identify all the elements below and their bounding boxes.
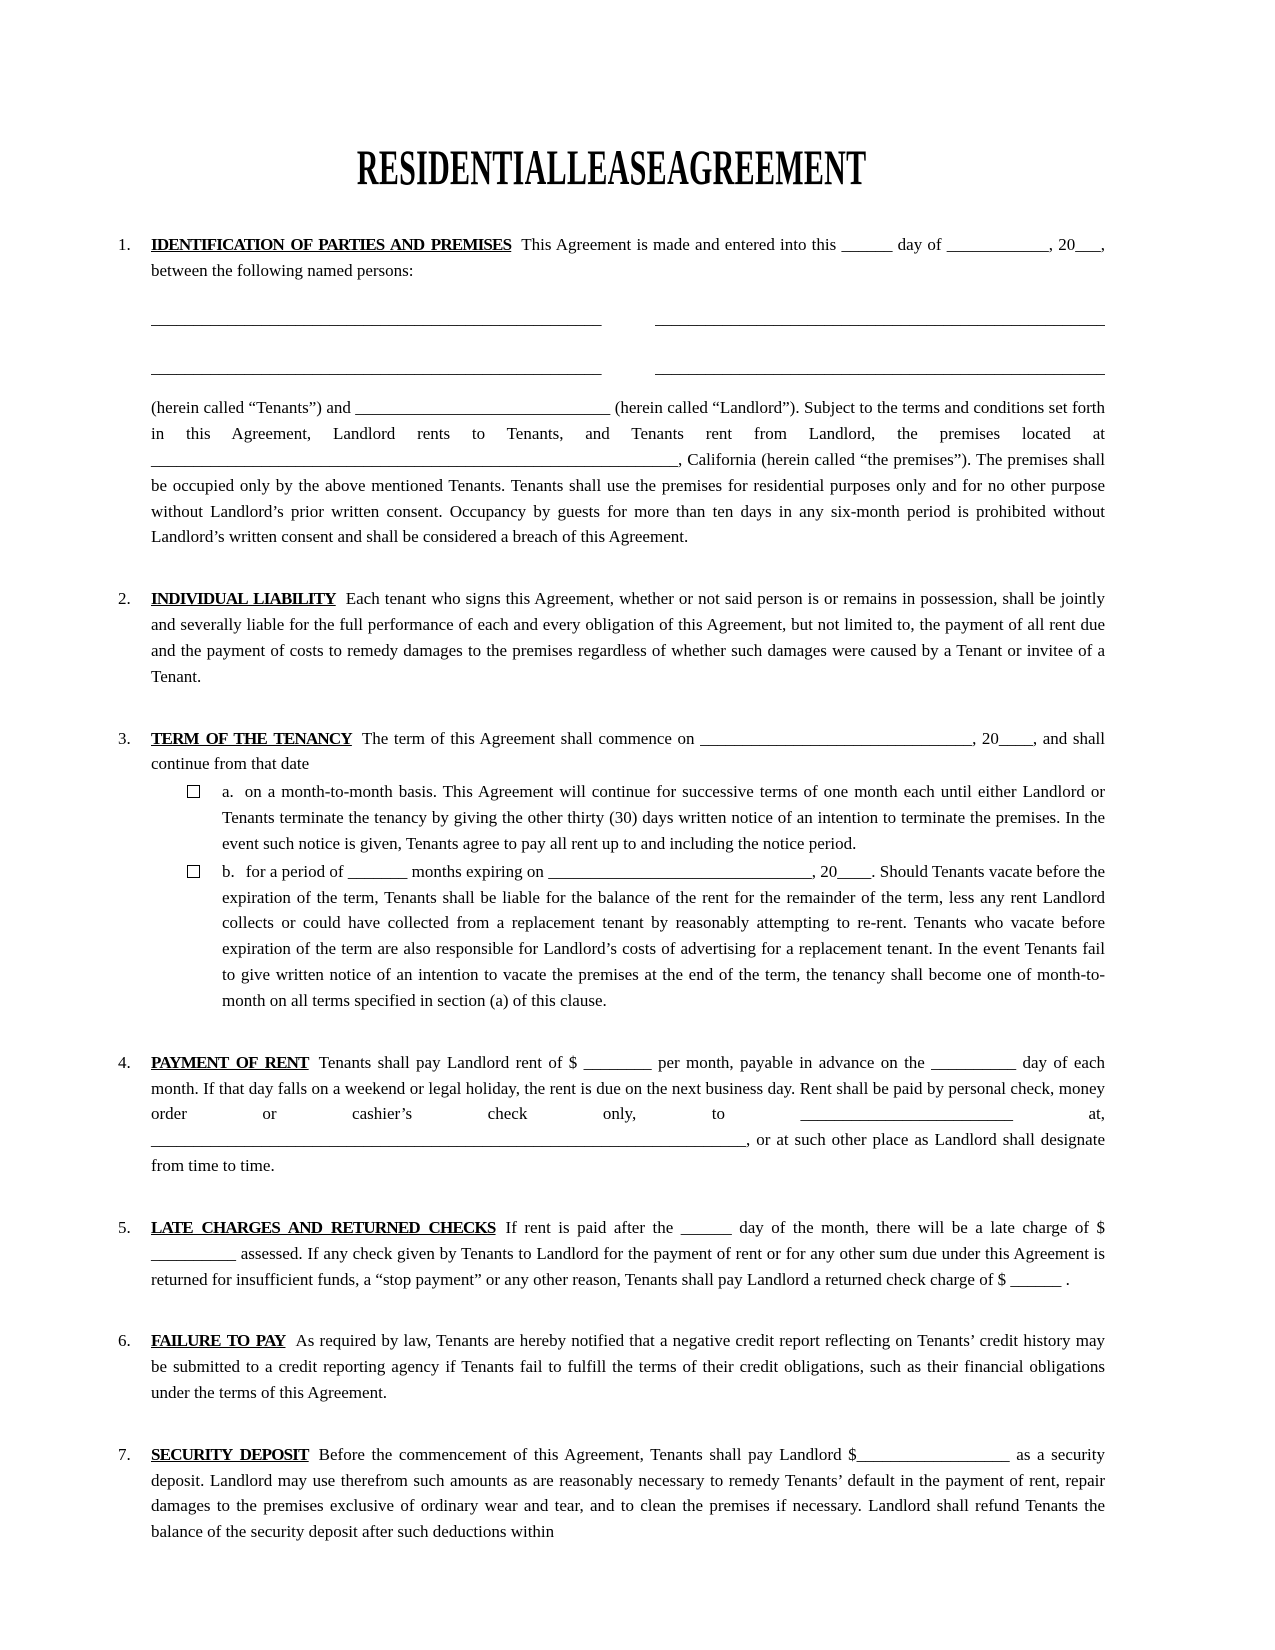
section-heading: LATE CHARGES AND RETURNED CHECKS bbox=[151, 1217, 496, 1237]
section-paragraph bbox=[151, 1050, 1105, 1179]
section-security-deposit bbox=[118, 1442, 1105, 1545]
tenant-name-line: _____________________________________________________ bbox=[654, 358, 1105, 378]
section-content bbox=[151, 232, 1105, 550]
section-number: 5. bbox=[118, 1217, 131, 1237]
section-number: 7. bbox=[118, 1444, 131, 1464]
section-number: 2. bbox=[118, 589, 131, 609]
section-heading: PAYMENT OF RENT bbox=[151, 1052, 309, 1072]
section-late-charges bbox=[118, 1215, 1105, 1292]
section-term-of-tenancy bbox=[118, 726, 1105, 1014]
section-paragraph bbox=[151, 1328, 1105, 1405]
tenant-name-line: _____________________________________________________ bbox=[151, 358, 602, 378]
signature-row bbox=[151, 306, 1105, 332]
section-heading: TERM OF THE TENANCY bbox=[151, 728, 352, 748]
section-paragraph bbox=[151, 726, 1105, 778]
section-individual-liability bbox=[118, 586, 1105, 689]
section-text: This Agreement is made and entered into this ______ day of ____________, 20___, between the following named persons: bbox=[151, 235, 1105, 280]
document-title bbox=[118, 138, 1105, 196]
option-fixed-term bbox=[187, 859, 1105, 1014]
section-number: 4. bbox=[118, 1052, 131, 1072]
checkbox-icon[interactable] bbox=[187, 865, 200, 878]
section-number: 1. bbox=[118, 235, 131, 254]
section-paragraph bbox=[151, 586, 1105, 689]
section-text: As required by law, Tenants are hereby notified that a negative credit report reflecting on Tenants’ credit history may be submitted to a credit reporting agency if Tenants fail to fulfill the terms of their credit obligations, such as their financial obligations under the terms of this Agreement. bbox=[151, 1331, 1105, 1402]
option-month-to-month bbox=[187, 779, 1105, 856]
section-heading: INDIVIDUAL LIABILITY bbox=[151, 589, 336, 609]
section-text: (herein called “Tenants”) and ______________________________ (herein called “Landlord”). Subject to the terms and conditions set forth in this Agreement, Landlord rents to Tenants, and Tenants rent from Landlord, the premises located at ______________________________________________________________, California (herein called “the premises”). The premises shall be occupied only by the above mentioned Tenants. Tenants shall use the premises for residential purposes only and for no other purpose without Landlord’s prior written consent. Occupancy by guests for more than ten days in any six-month period is prohibited without Landlord’s written consent and shall be considered a breach of this Agreement. bbox=[151, 398, 1105, 547]
section-number: 3. bbox=[118, 728, 131, 748]
section-text: Each tenant who signs this Agreement, whether or not said person is or remains in possession, shall be jointly and severally liable for the full performance of each and every obligation of this Agreement, but not limited to, the payment of all rent due and the payment of costs to remedy damages to the premises regardless of whether such damages were caused by a Tenant or invitee of a Tenant. bbox=[151, 589, 1106, 686]
tenant-name-line: _____________________________________________________ bbox=[151, 308, 602, 328]
section-identification-of-parties bbox=[118, 232, 1105, 550]
section-text: Before the commencement of this Agreement, Tenants shall pay Landlord $__________________ as a security deposit. Landlord may use therefrom such amounts as are reasonably necessary to remedy Tenants’ default in the payment of rent, repair damages to the premises exclusive of ordinary wear and tear, and to clean the premises if necessary. Landlord shall refund Tenants the balance of the security deposit after such deductions within bbox=[151, 1444, 1105, 1542]
section-heading: FAILURE TO PAY bbox=[151, 1331, 286, 1351]
signature-lines-block bbox=[151, 306, 1105, 382]
section-paragraph bbox=[151, 1215, 1105, 1292]
section-text: The term of this Agreement shall commence on ________________________________, 20____, and shall continue from that date bbox=[151, 728, 1105, 774]
signature-row bbox=[151, 355, 1105, 381]
section-paragraph bbox=[151, 232, 1105, 284]
section-paragraph bbox=[151, 1442, 1105, 1545]
tenant-name-line: _____________________________________________________ bbox=[654, 308, 1105, 328]
section-number: 6. bbox=[118, 1331, 131, 1351]
section-payment-of-rent bbox=[118, 1050, 1105, 1179]
section-text: Tenants shall pay Landlord rent of $ ________ per month, payable in advance on the __________ day of each month. If that day falls on a weekend or legal holiday, the rent is due on the next business day. Rent shall be paid by personal check, money order or cashier’s check only, to _________________________ at, ______________________________________________________________________, or at such other place as Landlord shall designate from time to time. bbox=[151, 1052, 1105, 1176]
section-text: If rent is paid after the ______ day of the month, there will be a late charge of $ __________ assessed. If any check given by Tenants to Landlord for the payment of rent or for any other sum due under this Agreement is returned for insufficient funds, a “stop payment” or any other reason, Tenants shall pay Landlord a returned check charge of $ ______ . bbox=[151, 1217, 1105, 1289]
option-label: b. bbox=[222, 861, 235, 881]
section-content bbox=[151, 586, 1105, 689]
option-label: a. bbox=[222, 782, 234, 802]
option-text bbox=[222, 859, 1105, 1014]
section-content bbox=[151, 1050, 1105, 1179]
section-heading: SECURITY DEPOSIT bbox=[151, 1444, 309, 1464]
document-title-text: RESIDENTIAL LEASE AGREEMENT bbox=[356, 139, 867, 195]
option-text bbox=[222, 779, 1105, 856]
section-content bbox=[151, 726, 1105, 1014]
section-failure-to-pay bbox=[118, 1328, 1105, 1405]
checkbox-icon[interactable] bbox=[187, 785, 200, 798]
section-content bbox=[151, 1215, 1105, 1292]
section-heading: IDENTIFICATION OF PARTIES AND PREMISES bbox=[151, 235, 512, 254]
section-content bbox=[151, 1442, 1105, 1545]
section-content bbox=[151, 1328, 1105, 1405]
option-body: for a period of _______ months expiring on _______________________________, 20____. Should Tenants vacate before the expiration of the term, Tenants shall be liable for the balance of the rent for the remainder of the term, less any rent Landlord collects or could have collected from a replacement tenant by reasonably attempting to re-rent. Tenants who vacate before expiration of the term are also responsible for Landlord’s costs of advertising for a replacement tenant. In the event Tenants fail to give written notice of an intention to vacate the premises at the end of the term, the tenancy shall become one of month-to-month on all terms specified in section (a) of this clause. bbox=[222, 861, 1105, 1010]
option-body: on a month-to-month basis. This Agreement will continue for successive terms of one month each until either Landlord or Tenants terminate the tenancy by giving the other thirty (30) days written notice of an intention to terminate the premises. In the event such notice is given, Tenants agree to pay all rent up to and including the notice period. bbox=[222, 782, 1105, 853]
option-list bbox=[151, 779, 1105, 1013]
